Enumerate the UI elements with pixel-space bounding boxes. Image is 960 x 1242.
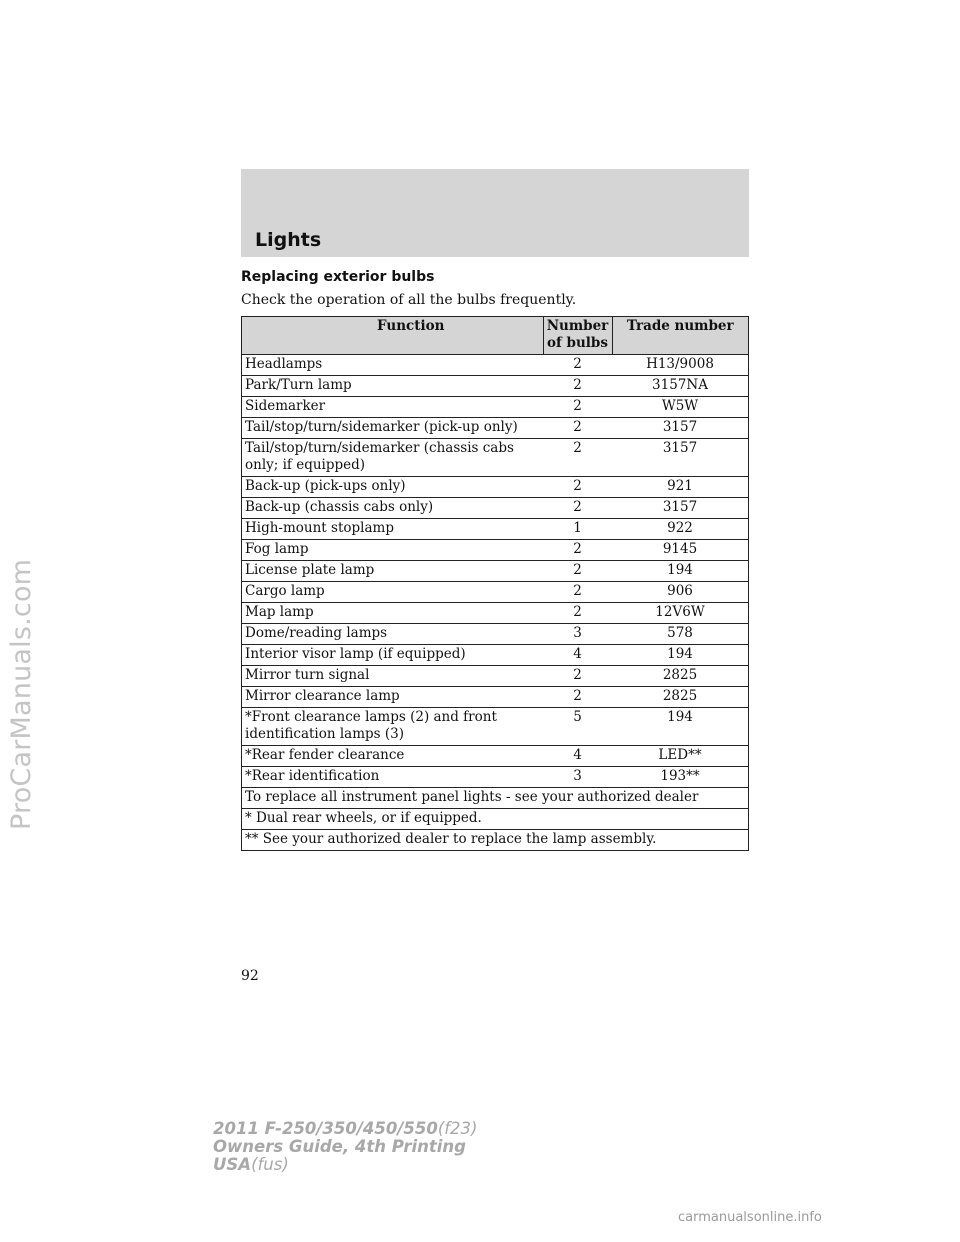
table-row bbox=[242, 561, 749, 582]
table-row bbox=[242, 498, 749, 519]
table-row bbox=[242, 746, 749, 767]
cell-function: License plate lamp bbox=[242, 561, 544, 582]
page-number: 92 bbox=[241, 968, 259, 984]
bottom-watermark: carmanualsonline.info bbox=[678, 1210, 822, 1225]
cell-function: Mirror clearance lamp bbox=[242, 687, 544, 708]
cell-trade: 3157NA bbox=[612, 376, 749, 397]
cell-trade: 2825 bbox=[612, 666, 749, 687]
cell-function: Tail/stop/turn/sidemarker (pick-up only) bbox=[242, 418, 544, 439]
header-number-line2: of bulbs bbox=[547, 335, 608, 351]
cell-number: 3 bbox=[543, 767, 612, 788]
table-row bbox=[242, 519, 749, 540]
footer-code: (f23) bbox=[437, 1119, 478, 1138]
intro-text: Check the operation of all the bulbs frequently. bbox=[241, 292, 577, 308]
cell-number: 2 bbox=[543, 498, 612, 519]
cell-trade: 193** bbox=[612, 767, 749, 788]
cell-trade: 906 bbox=[612, 582, 749, 603]
cell-function: *Front clearance lamps (2) and front identification lamps (3) bbox=[242, 708, 544, 746]
table-row bbox=[242, 582, 749, 603]
table-row bbox=[242, 666, 749, 687]
table-row bbox=[242, 397, 749, 418]
header-number bbox=[543, 317, 612, 355]
footer-line-3 bbox=[213, 1156, 478, 1174]
cell-function: Tail/stop/turn/sidemarker (chassis cabs only; if equipped) bbox=[242, 439, 544, 477]
cell-function: Mirror turn signal bbox=[242, 666, 544, 687]
header-function: Function bbox=[242, 317, 544, 355]
cell-trade: 194 bbox=[612, 645, 749, 666]
footer-line-1 bbox=[213, 1120, 478, 1138]
cell-number: 5 bbox=[543, 708, 612, 746]
cell-number: 4 bbox=[543, 746, 612, 767]
cell-trade: 3157 bbox=[612, 498, 749, 519]
cell-trade: 3157 bbox=[612, 439, 749, 477]
cell-function: Back-up (pick-ups only) bbox=[242, 477, 544, 498]
table-note: * Dual rear wheels, or if equipped. bbox=[242, 809, 749, 830]
side-watermark: ProCarManuals.com bbox=[6, 558, 37, 830]
cell-trade: H13/9008 bbox=[612, 355, 749, 376]
cell-trade: 194 bbox=[612, 708, 749, 746]
cell-trade: 9145 bbox=[612, 540, 749, 561]
table-row bbox=[242, 708, 749, 746]
cell-function: *Rear fender clearance bbox=[242, 746, 544, 767]
section-header bbox=[241, 169, 749, 257]
cell-number: 2 bbox=[543, 439, 612, 477]
cell-trade: 922 bbox=[612, 519, 749, 540]
table-row bbox=[242, 624, 749, 645]
cell-trade: 921 bbox=[612, 477, 749, 498]
cell-number: 2 bbox=[543, 582, 612, 603]
table-note: ** See your authorized dealer to replace the lamp assembly. bbox=[242, 830, 749, 851]
cell-trade: 12V6W bbox=[612, 603, 749, 624]
footer-line-2: Owners Guide, 4th Printing bbox=[213, 1137, 466, 1156]
table-row bbox=[242, 603, 749, 624]
cell-number: 3 bbox=[543, 624, 612, 645]
table-header-row bbox=[242, 317, 749, 355]
cell-function: High-mount stoplamp bbox=[242, 519, 544, 540]
cell-number: 1 bbox=[543, 519, 612, 540]
table-note-row bbox=[242, 830, 749, 851]
table-body bbox=[242, 355, 749, 851]
footer-market: USA bbox=[213, 1155, 252, 1174]
cell-number: 2 bbox=[543, 603, 612, 624]
cell-function: Park/Turn lamp bbox=[242, 376, 544, 397]
table-row bbox=[242, 477, 749, 498]
table-row bbox=[242, 645, 749, 666]
subheading: Replacing exterior bulbs bbox=[241, 269, 435, 285]
cell-function: Back-up (chassis cabs only) bbox=[242, 498, 544, 519]
table-row bbox=[242, 687, 749, 708]
cell-trade: 194 bbox=[612, 561, 749, 582]
cell-function: Dome/reading lamps bbox=[242, 624, 544, 645]
cell-number: 2 bbox=[543, 477, 612, 498]
footer bbox=[213, 1120, 478, 1174]
table-note-row bbox=[242, 809, 749, 830]
table-row bbox=[242, 376, 749, 397]
cell-trade: LED** bbox=[612, 746, 749, 767]
cell-number: 2 bbox=[543, 355, 612, 376]
footer-market-code: (fus) bbox=[251, 1155, 289, 1174]
cell-number: 2 bbox=[543, 418, 612, 439]
table-row bbox=[242, 418, 749, 439]
cell-function: Headlamps bbox=[242, 355, 544, 376]
cell-number: 2 bbox=[543, 687, 612, 708]
table-row bbox=[242, 439, 749, 477]
cell-trade: 2825 bbox=[612, 687, 749, 708]
table-row bbox=[242, 767, 749, 788]
cell-number: 4 bbox=[543, 645, 612, 666]
cell-function: *Rear identification bbox=[242, 767, 544, 788]
cell-number: 2 bbox=[543, 397, 612, 418]
cell-trade: 3157 bbox=[612, 418, 749, 439]
cell-function: Sidemarker bbox=[242, 397, 544, 418]
bulb-table bbox=[241, 316, 749, 851]
table-note: To replace all instrument panel lights - see your authorized dealer bbox=[242, 788, 749, 809]
cell-function: Interior visor lamp (if equipped) bbox=[242, 645, 544, 666]
cell-function: Map lamp bbox=[242, 603, 544, 624]
cell-number: 2 bbox=[543, 540, 612, 561]
cell-number: 2 bbox=[543, 376, 612, 397]
cell-trade: 578 bbox=[612, 624, 749, 645]
table-note-row bbox=[242, 788, 749, 809]
cell-number: 2 bbox=[543, 666, 612, 687]
table-row bbox=[242, 540, 749, 561]
cell-trade: W5W bbox=[612, 397, 749, 418]
cell-number: 2 bbox=[543, 561, 612, 582]
cell-function: Fog lamp bbox=[242, 540, 544, 561]
table-row bbox=[242, 355, 749, 376]
cell-function: Cargo lamp bbox=[242, 582, 544, 603]
header-number-line1: Number bbox=[546, 318, 609, 334]
section-title: Lights bbox=[255, 229, 322, 251]
header-trade: Trade number bbox=[612, 317, 749, 355]
footer-model: 2011 F-250/350/450/550 bbox=[213, 1119, 438, 1138]
